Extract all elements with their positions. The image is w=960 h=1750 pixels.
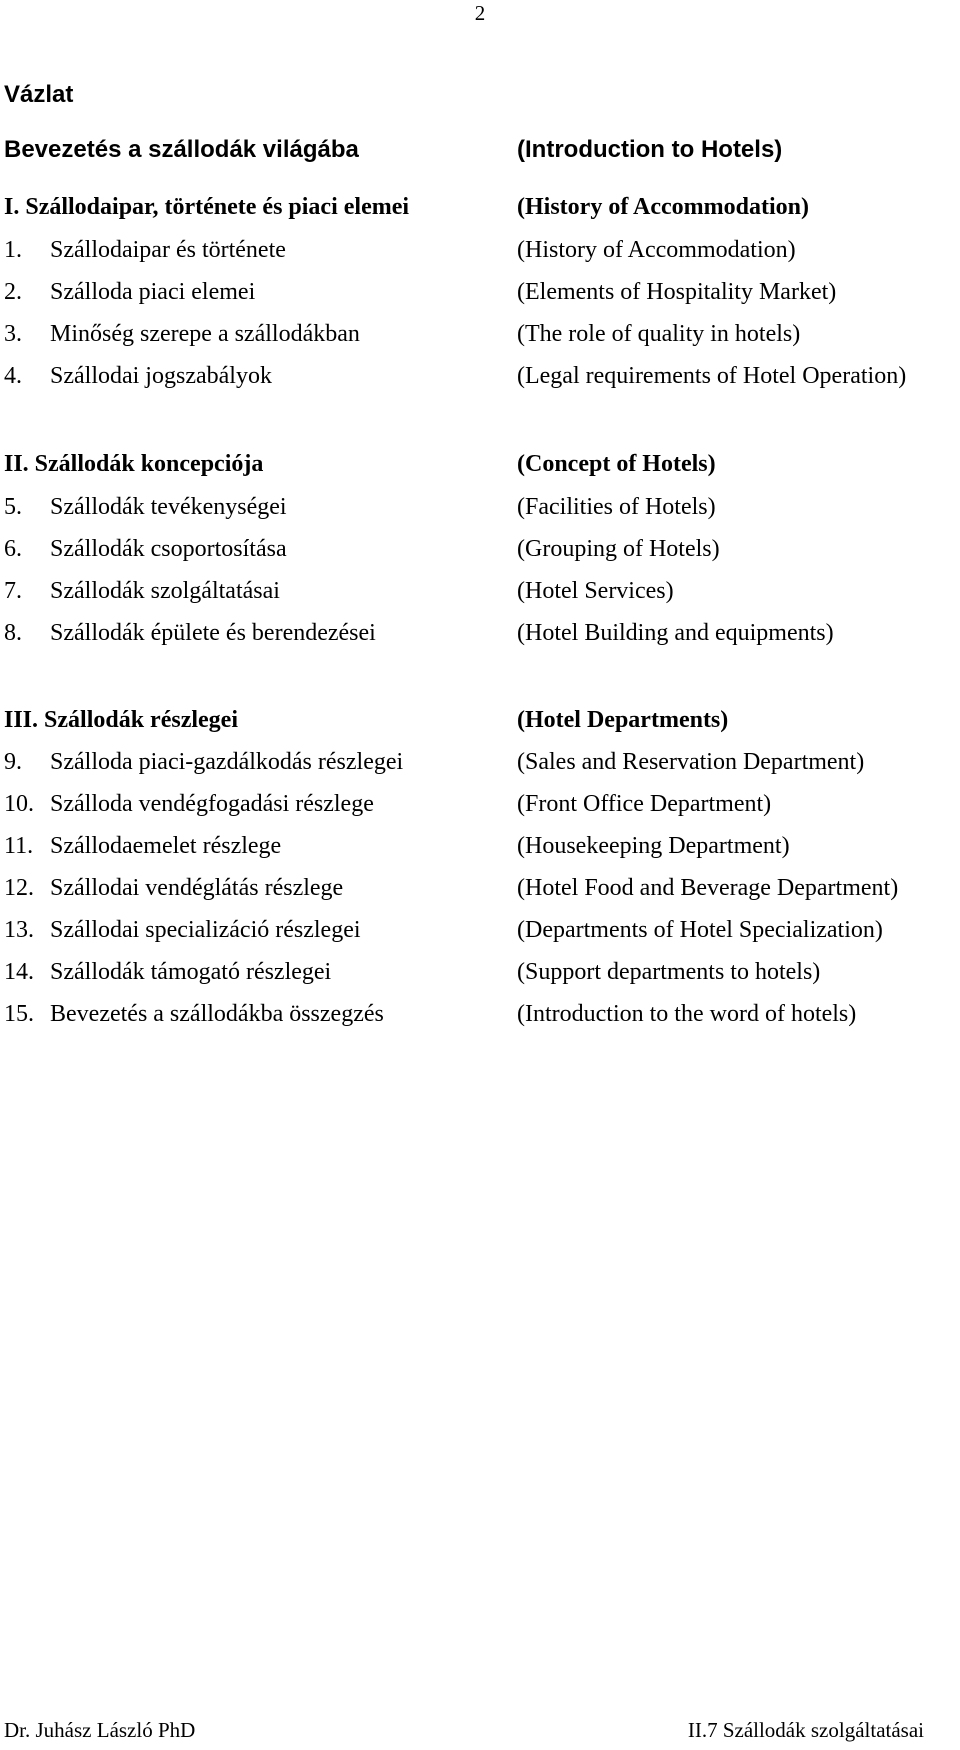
item-title-hu: Szálloda piaci-gazdálkodás részlegei	[50, 749, 404, 775]
item-title-en: (Hotel Building and equipments)	[517, 620, 834, 646]
item-title-hu: Szállodák tevékenységei	[50, 494, 287, 520]
item-title-hu: Szálloda piaci elemei	[50, 279, 256, 305]
chapter-row	[4, 191, 956, 223]
item-title-hu: Szállodai vendéglátás részlege	[50, 875, 344, 901]
list-item	[4, 788, 956, 820]
item-title-en: (Departments of Hotel Specialization)	[517, 917, 883, 943]
item-title-en: (Facilities of Hotels)	[517, 494, 716, 520]
item-number: 5.	[4, 494, 22, 520]
item-number: 9.	[4, 749, 22, 775]
list-item	[4, 830, 956, 862]
item-title-hu: Szállodaemelet részlege	[50, 833, 282, 859]
list-item	[4, 872, 956, 904]
page-number: 2	[474, 1, 486, 25]
item-title-hu: Bevezetés a szállodákba összegzés	[50, 1001, 384, 1027]
list-item	[4, 234, 956, 266]
chapter-title-hu: II. Szállodák koncepciója	[4, 451, 264, 477]
list-item	[4, 956, 956, 988]
item-title-hu: Szállodai specializáció részlegei	[50, 917, 361, 943]
item-title-hu: Szállodák csoportosítása	[50, 536, 287, 562]
list-item	[4, 360, 956, 392]
item-title-hu: Minőség szerepe a szállodákban	[50, 321, 360, 347]
item-number: 11.	[4, 833, 34, 859]
item-number: 8.	[4, 620, 22, 646]
item-title-en: (Sales and Reservation Department)	[517, 749, 865, 775]
item-title-hu: Szállodaipar és története	[50, 237, 286, 263]
item-title-en: (Grouping of Hotels)	[517, 536, 720, 562]
list-item	[4, 914, 956, 946]
item-number: 13.	[4, 917, 34, 943]
chapter-title-hu: III. Szállodák részlegei	[4, 707, 238, 733]
item-title-hu: Szállodák támogató részlegei	[50, 959, 332, 985]
item-number: 1.	[4, 237, 22, 263]
item-title-en: (Introduction to the word of hotels)	[517, 1001, 857, 1027]
chapter-title-en: (Hotel Departments)	[517, 707, 729, 733]
list-item	[4, 998, 956, 1030]
list-item	[4, 746, 956, 778]
item-title-hu: Szállodák szolgáltatásai	[50, 578, 280, 604]
item-title-en: (Support departments to hotels)	[517, 959, 821, 985]
list-item	[4, 491, 956, 523]
chapter-title-en: (History of Accommodation)	[517, 194, 809, 220]
intro-title-hu: Bevezetés a szállodák világába	[4, 136, 359, 163]
item-number: 4.	[4, 363, 22, 389]
list-item	[4, 276, 956, 308]
item-number: 10.	[4, 791, 34, 817]
item-number: 2.	[4, 279, 22, 305]
intro-title-en: (Introduction to Hotels)	[517, 136, 783, 163]
outline-title: Vázlat	[4, 81, 74, 108]
item-title-en: (Hotel Food and Beverage Department)	[517, 875, 899, 901]
chapter-row	[4, 704, 956, 736]
item-title-en: (Housekeeping Department)	[517, 833, 790, 859]
list-item	[4, 575, 956, 607]
item-number: 3.	[4, 321, 22, 347]
item-number: 6.	[4, 536, 22, 562]
chapter-title-en: (Concept of Hotels)	[517, 451, 716, 477]
list-item	[4, 617, 956, 649]
item-title-hu: Szálloda vendégfogadási részlege	[50, 791, 374, 817]
chapter-row	[4, 448, 956, 480]
list-item	[4, 318, 956, 350]
footer-author: Dr. Juhász László PhD	[4, 1718, 196, 1742]
item-title-en: (Elements of Hospitality Market)	[517, 279, 837, 305]
item-title-en: (Legal requirements of Hotel Operation)	[517, 363, 907, 389]
intro-row	[4, 134, 956, 166]
item-title-en: (History of Accommodation)	[517, 237, 796, 263]
item-title-en: (Front Office Department)	[517, 791, 772, 817]
list-item	[4, 533, 956, 565]
footer-chapter: II.7 Szállodák szolgáltatásai	[687, 1718, 924, 1742]
item-number: 7.	[4, 578, 22, 604]
item-title-en: (The role of quality in hotels)	[517, 321, 801, 347]
item-title-en: (Hotel Services)	[517, 578, 674, 604]
item-title-hu: Szállodai jogszabályok	[50, 363, 272, 389]
item-number: 14.	[4, 959, 34, 985]
item-number: 15.	[4, 1001, 34, 1027]
item-number: 12.	[4, 875, 34, 901]
item-title-hu: Szállodák épülete és berendezései	[50, 620, 376, 646]
chapter-title-hu: I. Szállodaipar, története és piaci elemei	[4, 194, 410, 220]
